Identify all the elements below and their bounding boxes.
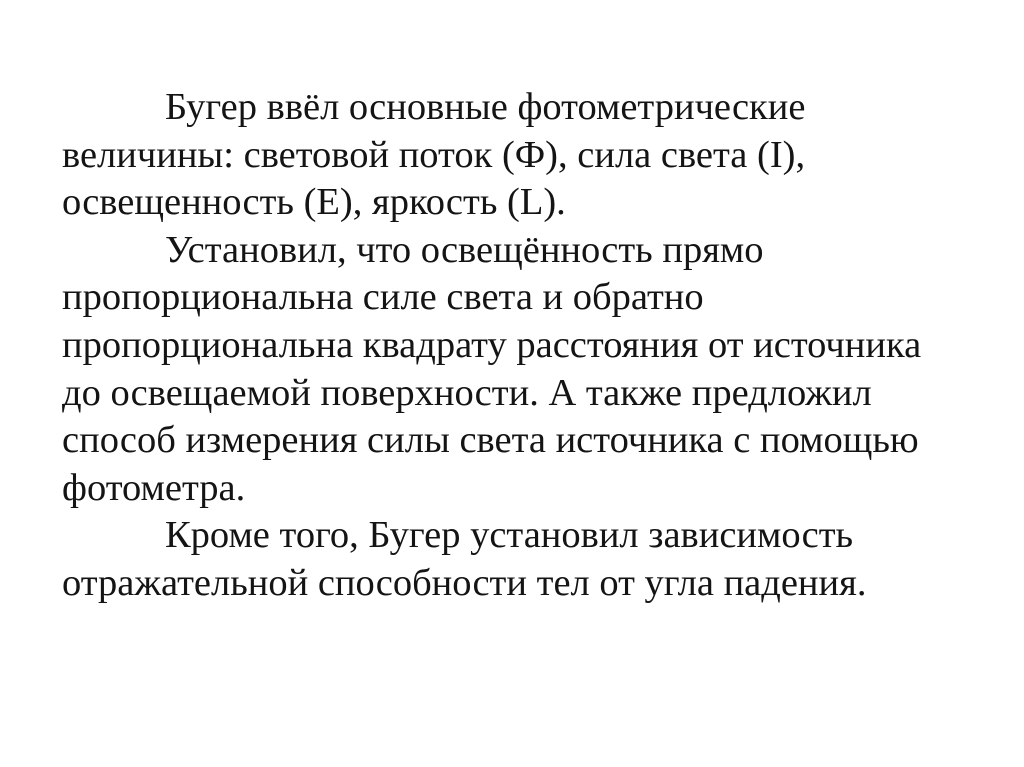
paragraph-2-line-4: до освещаемой поверхности. А также предложил (62, 371, 872, 414)
paragraph-2-line-2: пропорциональна силе света и обратно (62, 276, 704, 319)
paragraph-2 (62, 227, 962, 513)
paragraph-3 (62, 512, 962, 607)
paragraph-1 (62, 84, 962, 227)
paragraph-1-line-1: Бугер ввёл основные фотометрические (165, 86, 806, 128)
slide-text-body (62, 84, 962, 608)
paragraph-3-line-1: Кроме того, Бугер установил зависимость (165, 514, 854, 557)
paragraph-2-line-5: способ измерения силы света источника с помощью (62, 419, 919, 462)
paragraph-2-line-3: пропорциональна квадрату расстояния от источника (62, 323, 922, 366)
paragraph-2-line-6: фотометра. (62, 466, 246, 509)
paragraph-1-line-3: освещенность (E), яркость (L). (62, 181, 566, 224)
paragraph-1-line-2: величины: световой поток (Ф), сила света (I), (62, 133, 806, 176)
paragraph-3-line-2: отражательной способности тел от угла падения. (62, 561, 867, 604)
paragraph-2-line-1: Установил, что освещённость прямо (165, 228, 764, 271)
